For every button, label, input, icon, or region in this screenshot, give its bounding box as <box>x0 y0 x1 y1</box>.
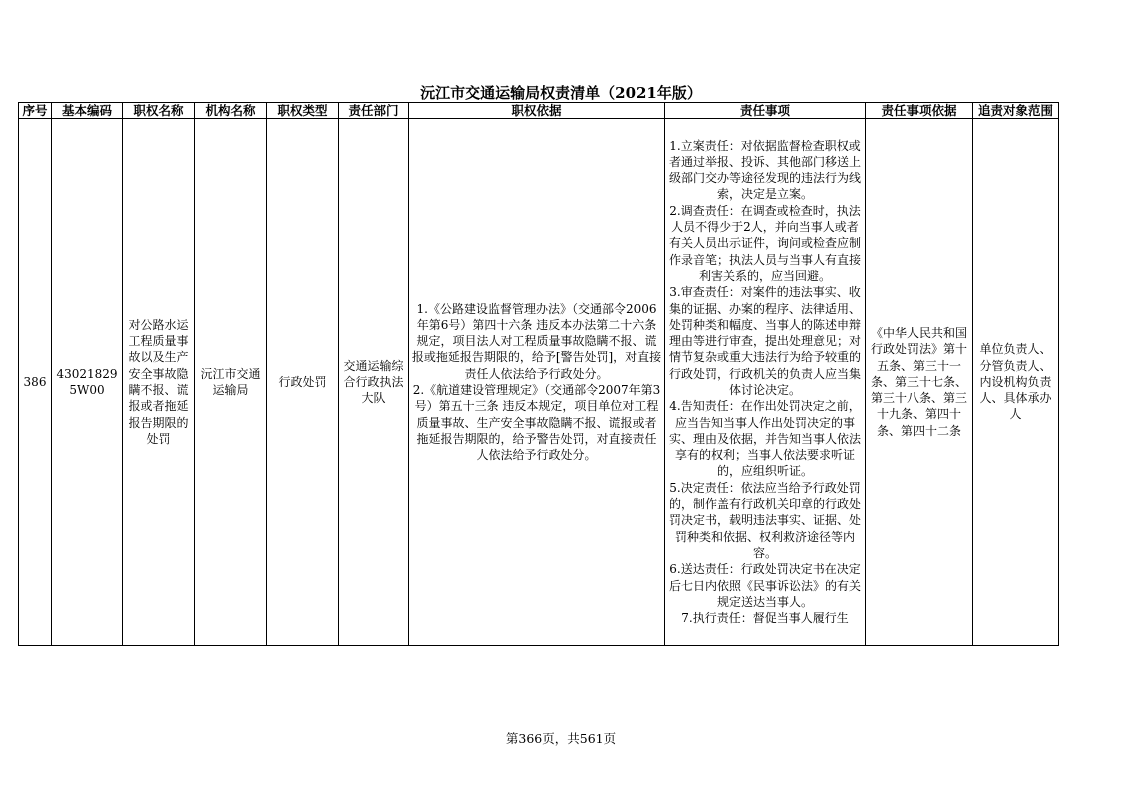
table-row <box>19 119 1059 646</box>
cell-department: 交通运输综合行政执法大队 <box>339 119 409 646</box>
duty-item: 1.立案责任：对依据监督检查职权或者通过举报、投诉、其他部门移送上级部门交办等途径发现的违法行为线索，决定是立案。 <box>668 138 861 202</box>
cell-accountability: 单位负责人、分管负责人、内设机构负责人、具体承办人 <box>973 119 1059 646</box>
basis-item: 2.《航道建设管理规定》（交通部令2007年第3号）第五十三条 违反本规定，项目单位对工程质量事故、生产安全事故隐瞒不报、谎报或者拖延报告期限的，给予警告处罚，对直接责任人依法给予行政处分。 <box>412 383 661 463</box>
header-accountability: 追责对象范围 <box>973 103 1059 119</box>
page-title: 沅江市交通运输局权责清单（2021年版） <box>420 84 702 102</box>
cell-code: 430218295W00 <box>52 119 123 646</box>
cell-duty-basis: 《中华人民共和国行政处罚法》第十五条、第三十一条、第三十七条、第三十八条、第三十九条、第四十条、第四十二条 <box>866 119 973 646</box>
header-power-type: 职权类型 <box>267 103 339 119</box>
cell-basis <box>409 119 665 646</box>
page-number: 第366页，共561页 <box>505 731 617 746</box>
power-list-table <box>18 102 1059 646</box>
header-duties: 责任事项 <box>665 103 866 119</box>
basis-item: 1.《公路建设监督管理办法》（交通部令2006年第6号）第四十六条 违反本办法第二十六条规定，项目法人对工程质量事故隐瞒不报、谎报或拖延报告期限的，给予[警告处罚]，对直接责任人依法给予行政处分。 <box>411 301 662 381</box>
header-code: 基本编码 <box>52 103 123 119</box>
cell-power-name: 对公路水运工程质量事故以及生产安全事故隐瞒不报、谎报或者拖延报告期限的处罚 <box>123 119 195 646</box>
duty-item: 6.送达责任：行政处罚决定书在决定后七日内依照《民事诉讼法》的有关规定送达当事人。 <box>668 562 861 609</box>
duty-item: 5.决定责任：依法应当给予行政处罚的，制作盖有行政机关印章的行政处罚决定书，载明违法事实、证据、处罚种类和依据、权利救济途径等内容。 <box>668 480 861 560</box>
cell-duties <box>665 119 866 646</box>
header-basis: 职权依据 <box>409 103 665 119</box>
cell-seq: 386 <box>19 119 52 646</box>
cell-agency: 沅江市交通运输局 <box>195 119 267 646</box>
header-power-name: 职权名称 <box>123 103 195 119</box>
header-seq: 序号 <box>19 103 52 119</box>
duty-item: 3.审查责任：对案件的违法事实、收集的证据、办案的程序、法律适用、处罚种类和幅度、当事人的陈述申辩理由等进行审查，提出处理意见；对情节复杂或重大违法行为给予较重的行政处罚，行政机关的负责人应当集体讨论决定。 <box>668 285 861 397</box>
duty-item: 4.告知责任：在作出处罚决定之前，应当告知当事人作出处罚决定的事实、理由及依据，并告知当事人依法享有的权利；当事人依法要求听证的，应组织听证。 <box>668 399 861 479</box>
header-duty-basis: 责任事项依据 <box>866 103 973 119</box>
header-agency: 机构名称 <box>195 103 267 119</box>
header-department: 责任部门 <box>339 103 409 119</box>
cell-power-type: 行政处罚 <box>267 119 339 646</box>
duty-item: 2.调查责任：在调查或检查时，执法人员不得少于2人，并向当事人或者有关人员出示证件，询问或检查应制作录音笔；执法人员与当事人有直接利害关系的，应当回避。 <box>668 203 861 283</box>
duty-item: 7.执行责任：督促当事人履行生 <box>681 611 849 626</box>
table-header-row <box>19 103 1059 119</box>
